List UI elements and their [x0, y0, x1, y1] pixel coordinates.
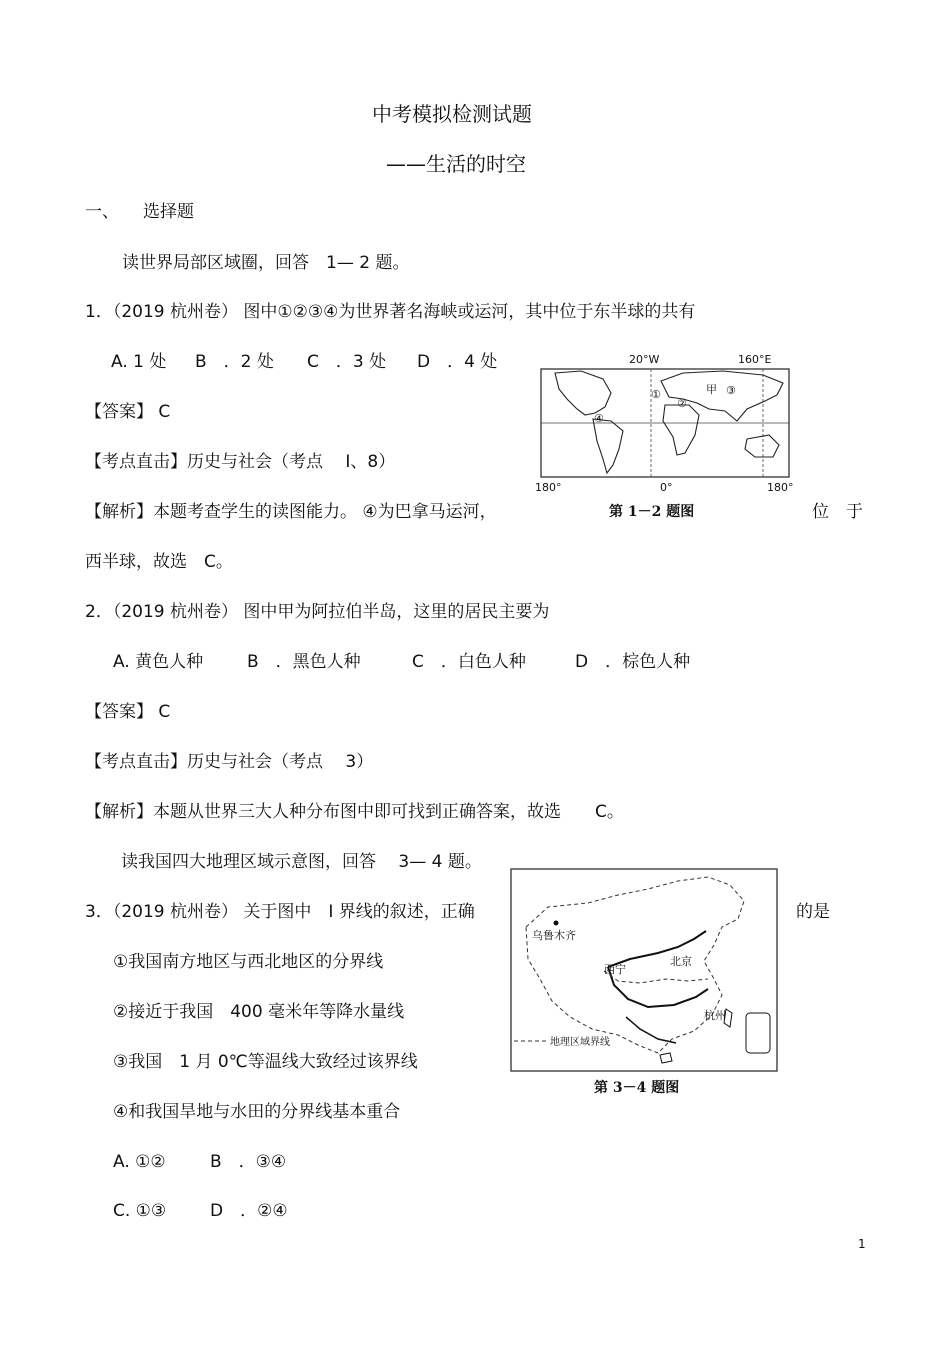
q2-answer: 【答案】 C	[85, 702, 171, 722]
map-label-180-right: 180°	[767, 481, 793, 494]
map-label-20w: 20°W	[629, 353, 660, 366]
city-hangzhou: 杭州	[704, 1009, 726, 1022]
map-label-160e: 160°E	[738, 353, 772, 366]
q1-option-d: D ．4 处	[417, 352, 498, 372]
q3-option-d: D ．②④	[210, 1201, 288, 1221]
page-title: 中考模拟检测试题	[372, 102, 532, 126]
intro-text-1: 读世界局部区域圈，回答 1— 2 题。	[122, 253, 410, 273]
map-label-180-left: 180°	[535, 481, 562, 494]
q2-option-d: D ．棕色人种	[575, 652, 691, 672]
city-beijing: 北京	[670, 955, 692, 968]
q2-option-a: A. 黄色人种	[113, 652, 204, 672]
north-america-outline	[555, 371, 611, 415]
south-america-outline	[593, 419, 623, 473]
china-border-outline	[526, 877, 744, 1053]
q2-analysis: 【解析】本题从世界三大人种分布图中即可找到正确答案，故选 C。	[85, 802, 624, 822]
figure-1-caption: 第 1－2 题图	[609, 504, 695, 520]
world-map-figure	[533, 349, 793, 521]
q1-option-c: C ．3 处	[307, 352, 387, 372]
city-xining: 西宁	[604, 963, 626, 976]
q3-item-1: ①我国南方地区与西北地区的分界线	[113, 952, 384, 972]
map-label-0: 0°	[660, 481, 673, 494]
q2-option-c: C ．白色人种	[412, 652, 526, 672]
q3-item-2: ②接近于我国 400 毫米年等降水量线	[113, 1002, 405, 1022]
q1-option-b: B ．2 处	[195, 352, 274, 372]
intro-text-2: 读我国四大地理区域示意图，回答 3— 4 题。	[121, 852, 482, 872]
q1-point: 【考点直击】历史与社会（考点 Ⅰ、8）	[85, 452, 396, 472]
hainan-outline	[660, 1053, 672, 1063]
south-sea-inset	[746, 1013, 770, 1053]
q1-analysis: 【解析】本题考查学生的读图能力。 ④为巴拿马运河，	[85, 502, 497, 522]
question-2-stem: 2．（2019 杭州卷） 图中甲为阿拉伯半岛，这里的居民主要为	[85, 602, 550, 622]
section-number: 一、	[85, 202, 119, 222]
q3-option-c: C. ①③	[113, 1201, 167, 1221]
question-3-stem: 3．（2019 杭州卷） 关于图中 Ⅰ 界线的叙述，正确	[85, 902, 475, 922]
q3-item-4: ④和我国旱地与水田的分界线基本重合	[113, 1102, 401, 1122]
page-number: 1	[858, 1237, 866, 1251]
question-1-stem: 1．（2019 杭州卷） 图中①②③④为世界著名海峡或运河，其中位于东半球的共有	[85, 302, 696, 322]
figure-2-caption: 第 3－4 题图	[594, 1080, 680, 1096]
world-map-image	[533, 349, 793, 499]
strait-mark-4: ④	[594, 412, 604, 425]
q2-option-b: B ．黑色人种	[247, 652, 361, 672]
strait-mark-2: ②	[677, 397, 687, 410]
q1-answer: 【答案】 C	[85, 402, 171, 422]
legend-label: 地理区域界线	[550, 1037, 610, 1048]
africa-outline	[663, 405, 699, 455]
eurasia-outline	[661, 371, 783, 421]
q2-point: 【考点直击】历史与社会（考点 3）	[85, 752, 374, 772]
china-map-image	[508, 867, 780, 1073]
arabia-mark-jia: 甲	[706, 383, 717, 396]
china-map-figure	[508, 867, 780, 1097]
southern-coast-line	[626, 1017, 676, 1043]
q1-option-a: A. 1 处	[111, 352, 167, 372]
section-title: 选择题	[143, 202, 194, 222]
q1-analysis-cont: 西半球，故选 C。	[85, 552, 233, 572]
q3-option-a: A. ①②	[113, 1152, 166, 1172]
australia-outline	[745, 435, 779, 457]
strait-mark-1: ①	[651, 388, 661, 401]
q3-item-3: ③我国 1 月 0℃等温线大致经过该界线	[113, 1052, 418, 1072]
page-subtitle: ——生活的时空	[386, 152, 526, 176]
question-3-stem-tail: 的是	[796, 902, 830, 922]
urumqi-dot	[554, 921, 559, 926]
city-urumqi: 乌鲁木齐	[532, 929, 576, 942]
q1-analysis-tail: 位 于	[812, 502, 863, 522]
q3-option-b: B ．③④	[210, 1152, 287, 1172]
strait-mark-3: ③	[726, 384, 736, 397]
